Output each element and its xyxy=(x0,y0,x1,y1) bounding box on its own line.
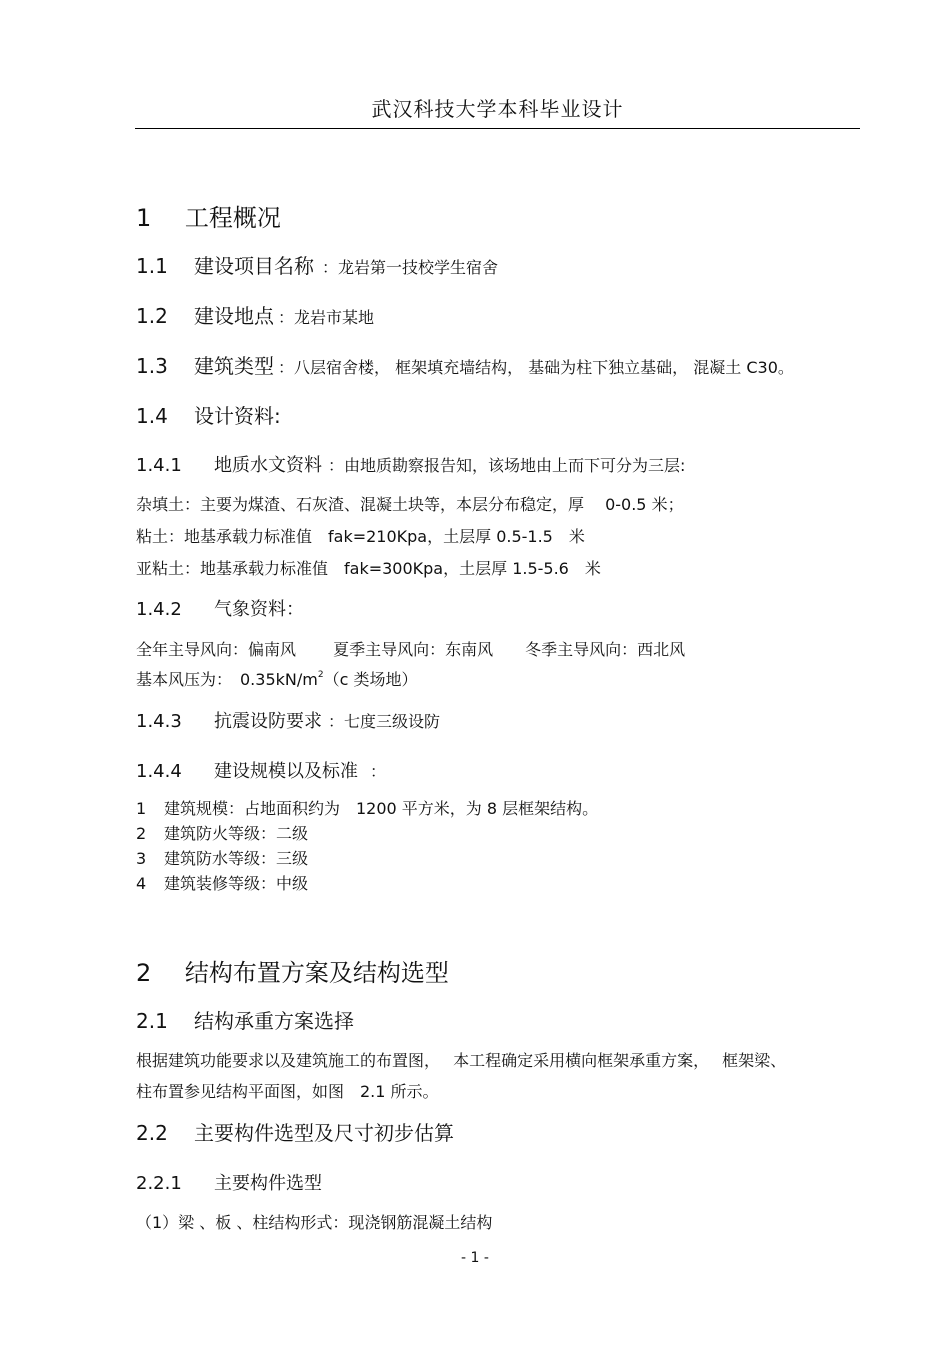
section-number: 1.4.2 xyxy=(136,599,182,620)
section-1-3 xyxy=(136,350,794,379)
section-number: 2.2.1 xyxy=(136,1173,182,1194)
list-text: 建筑装修等级：中级 xyxy=(164,874,309,893)
section-1-heading xyxy=(136,198,281,233)
section-label: 主要构件选型及尺寸初步估算 xyxy=(194,1121,454,1145)
section-label: 抗震设防要求 xyxy=(214,711,322,732)
section-1-2 xyxy=(136,300,374,329)
soil-layer-3: 亚粘土：地基承载力标准值 fak=300Kpa，土层厚 1.5-5.6 米 xyxy=(136,559,601,578)
list-number: 1 xyxy=(136,799,147,818)
section-label: 建设地点 xyxy=(194,304,274,328)
section-2-1 xyxy=(136,1005,354,1034)
section-value: ：八层宿舍楼， 框架填充墙结构， 基础为柱下独立基础， 混凝土 C30。 xyxy=(278,358,794,377)
section-label: 地质水文资料 xyxy=(214,455,322,476)
section-1-4-4 xyxy=(136,757,386,783)
list-item xyxy=(136,846,308,869)
section-1-4 xyxy=(136,400,281,429)
section-number: 2.1 xyxy=(136,1009,168,1033)
page-header xyxy=(135,92,860,129)
section-number: 1 xyxy=(136,204,152,232)
section-value: ：龙岩第一技校学生宿舍 xyxy=(322,258,499,277)
section-label: 主要构件选型 xyxy=(214,1173,322,1194)
list-item xyxy=(136,871,308,894)
list-text: 建筑防火等级：二级 xyxy=(164,824,309,843)
section-2-heading xyxy=(136,953,449,988)
section-number: 1.3 xyxy=(136,354,168,378)
section-label: 结构承重方案选择 xyxy=(194,1009,354,1033)
section-value: ：由地质勘察报告知，该场地由上而下可分为三层: xyxy=(328,456,686,475)
list-number: 2 xyxy=(136,824,147,843)
superscript: 2 xyxy=(317,670,324,680)
section-number: 1.4.4 xyxy=(136,761,182,782)
wind-direction: 全年主导风向：偏南风 夏季主导风向：东南风 冬季主导风向：西北风 xyxy=(136,640,686,659)
section-value: ： xyxy=(370,762,387,781)
section-label: 气象资料： xyxy=(214,599,304,620)
wind-pressure-note: （c 类场地） xyxy=(323,670,418,689)
section-value: ：龙岩市某地 xyxy=(278,308,375,327)
section-number: 1.2 xyxy=(136,304,168,328)
section-label: 建设项目名称 xyxy=(194,254,314,278)
section-number: 1.1 xyxy=(136,254,168,278)
header-title: 武汉科技大学本科毕业设计 xyxy=(371,97,624,121)
paragraph-line: 根据建筑功能要求以及建筑施工的布置图， 本工程确定采用横向框架承重方案， 框架梁、 xyxy=(136,1051,787,1070)
paragraph-line: 柱布置参见结构平面图，如图 2.1 所示。 xyxy=(136,1082,439,1101)
section-title: 结构布置方案及结构选型 xyxy=(184,959,449,987)
list-item xyxy=(136,821,308,844)
soil-layer-1: 杂填土：主要为煤渣、石灰渣、混凝土块等，本层分布稳定，厚 0-0.5 米； xyxy=(136,495,684,514)
wind-pressure xyxy=(136,667,417,690)
section-number: 1.4.1 xyxy=(136,455,182,476)
section-label: 建设规模以及标准 xyxy=(214,761,358,782)
list-item xyxy=(136,796,598,819)
section-number: 2.2 xyxy=(136,1121,168,1145)
section-1-4-2 xyxy=(136,595,304,621)
section-number: 1.4 xyxy=(136,404,168,428)
section-1-4-3 xyxy=(136,707,440,733)
soil-layer-2: 粘土：地基承载力标准值 fak=210Kpa，土层厚 0.5-1.5 米 xyxy=(136,527,585,546)
list-text: 建筑防水等级：三级 xyxy=(164,849,309,868)
section-2-2 xyxy=(136,1117,454,1146)
paragraph-line: （1）梁 、板 、柱结构形式：现浇钢筋混凝土结构 xyxy=(136,1213,493,1232)
wind-pressure-value: 基本风压为： 0.35kN/m xyxy=(136,670,318,689)
list-number: 3 xyxy=(136,849,147,868)
section-title: 工程概况 xyxy=(184,204,281,232)
list-number: 4 xyxy=(136,874,147,893)
section-1-4-1 xyxy=(136,451,685,477)
section-label: 设计资料: xyxy=(194,404,281,428)
section-number: 2 xyxy=(136,959,152,987)
section-value: ：七度三级设防 xyxy=(328,712,441,731)
page-number: - 1 - xyxy=(461,1250,489,1266)
section-2-2-1 xyxy=(136,1169,322,1195)
list-text: 建筑规模：占地面积约为 1200 平方米，为 8 层框架结构。 xyxy=(164,799,599,818)
section-label: 建筑类型 xyxy=(194,354,274,378)
section-1-1 xyxy=(136,250,498,279)
section-number: 1.4.3 xyxy=(136,711,182,732)
